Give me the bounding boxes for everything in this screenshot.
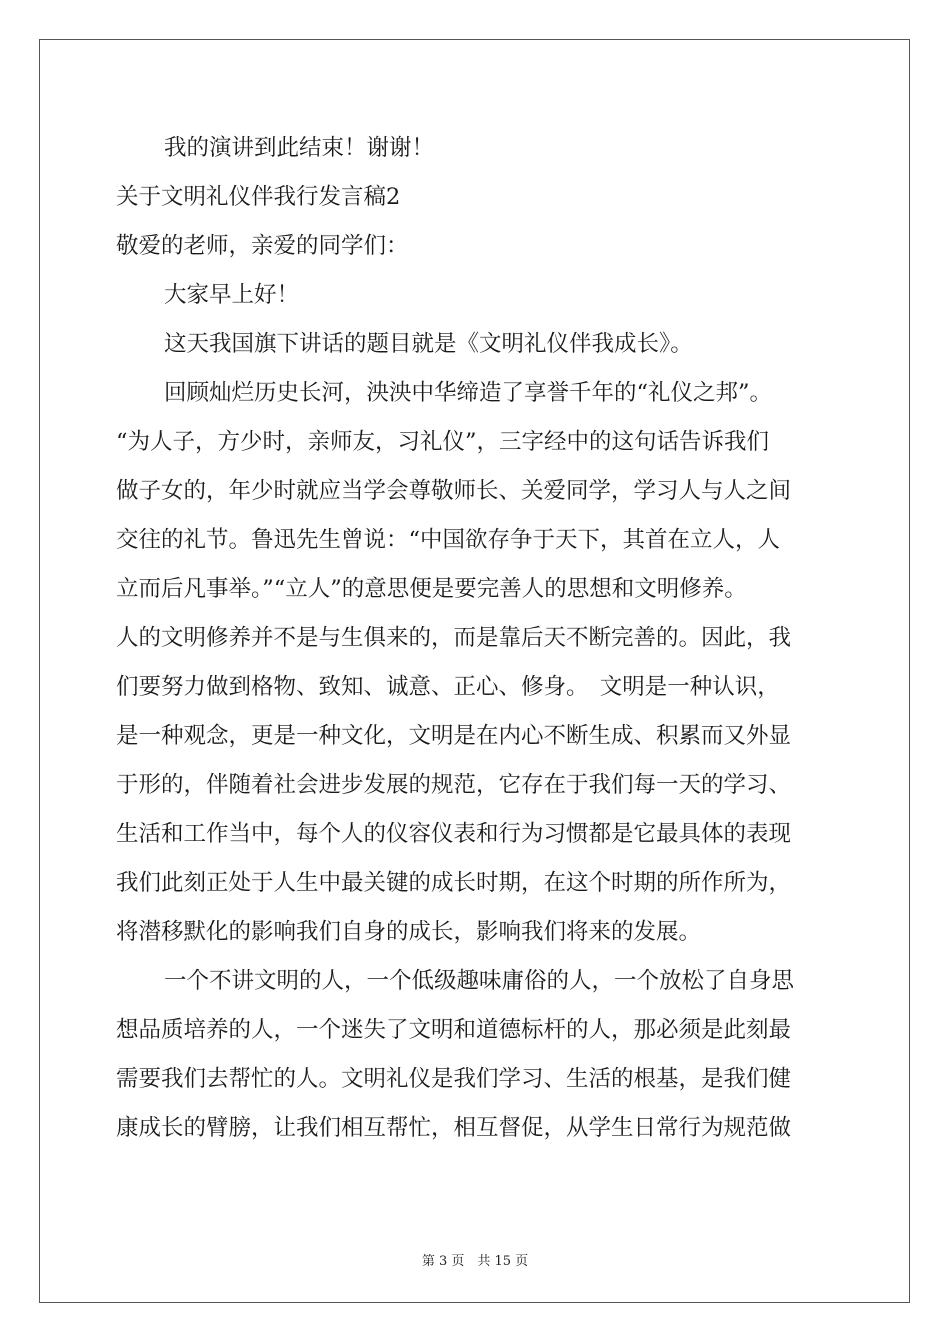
- text-line: 大家早上好！: [164, 282, 300, 308]
- text-line: 一个不讲文明的人，一个低级趣味庸俗的人，一个放松了自身思: [164, 968, 795, 994]
- text-line: 交往的礼节。鲁迅先生曾说：“中国欲存争于天下，其首在立人，人: [116, 527, 781, 553]
- text-line: 想品质培养的人，一个迷失了文明和道德标杆的人，那必须是此刻最: [116, 1017, 792, 1043]
- text-line: 需要我们去帮忙的人。文明礼仪是我们学习、生活的根基，是我们健: [116, 1066, 792, 1092]
- text-line: 回顾灿烂历史长河，泱泱中华缔造了享誉千年的“礼仪之邦”。: [164, 380, 773, 406]
- text-line: 人的文明修养并不是与生俱来的，而是靠后天不断完善的。因此，我: [116, 625, 792, 651]
- text-line: 这天我国旗下讲话的题目就是《文明礼仪伴我成长》。: [164, 331, 693, 357]
- text-line: 我们此刻正处于人生中最关键的成长时期，在这个时期的所作所为，: [116, 870, 792, 896]
- text-line: 生活和工作当中，每个人的仪容仪表和行为习惯都是它最具体的表现: [116, 821, 792, 847]
- text-line: 我的演讲到此结束！谢谢！: [164, 135, 435, 161]
- text-line: 们要努力做到格物、致知、诚意、正心、修身。 文明是一种认识，: [116, 674, 780, 700]
- text-line: “为人子，方少时，亲师友，习礼仪”，三字经中的这句话告诉我们: [116, 429, 770, 455]
- text-line: 是一种观念，更是一种文化，文明是在内心不断生成、积累而又外显: [116, 723, 792, 749]
- document-body: [116, 124, 836, 1153]
- text-line: 立而后凡事举。”“立人”的意思便是要完善人的思想和文明修养。: [116, 576, 747, 602]
- page-footer: 第 3 页 共 15 页: [421, 1254, 529, 1269]
- text-line: 敬爱的老师，亲爱的同学们：: [116, 233, 409, 259]
- text-line: 康成长的臂膀，让我们相互帮忙，相互督促，从学生日常行为规范做: [116, 1115, 792, 1141]
- text-line: 将潜移默化的影响我们自身的成长，影响我们将来的发展。: [116, 919, 702, 945]
- text-line: 做子女的，年少时就应当学会尊敬师长、关爱同学，学习人与人之间: [116, 478, 792, 504]
- text-line: 于形的，伴随着社会进步发展的规范，它存在于我们每一天的学习、: [116, 772, 792, 798]
- text-line: 关于文明礼仪伴我行发言稿2: [116, 184, 401, 210]
